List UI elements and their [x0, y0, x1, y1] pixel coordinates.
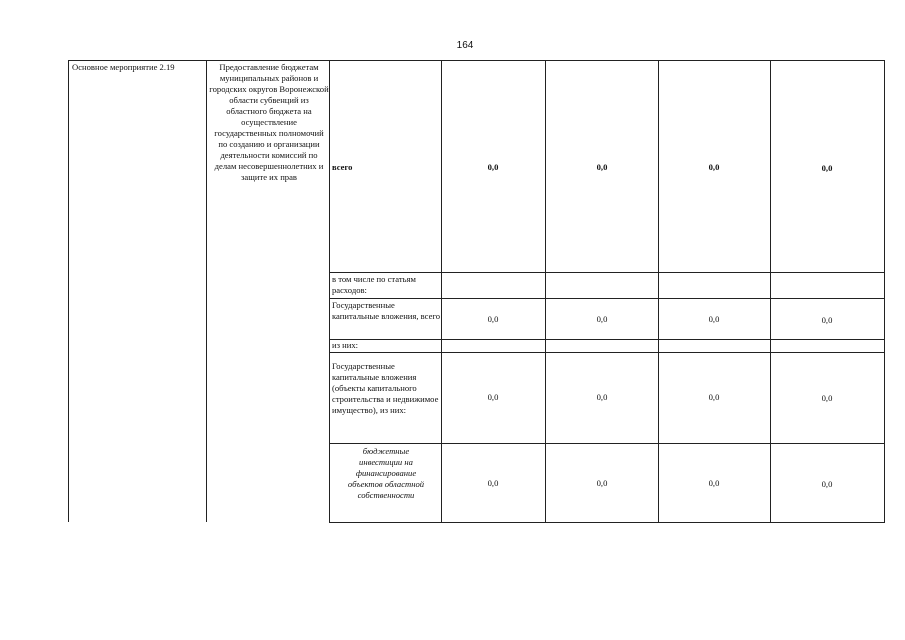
column-divider	[206, 60, 207, 522]
value-cell: 0,0	[487, 162, 499, 172]
value-cell: 0,0	[708, 162, 720, 172]
value-cell: 0,0	[708, 478, 720, 488]
value-cell: 0,0	[821, 393, 833, 403]
value-cell: 0,0	[596, 478, 608, 488]
row-label: бюджетные инвестиции на финансирование объектов областной собственности	[347, 446, 425, 500]
value-cell: 0,0	[708, 392, 720, 402]
table-border-top	[68, 60, 885, 61]
value-cell: 0,0	[708, 314, 720, 324]
page-number: 164	[456, 40, 474, 51]
column-divider	[770, 60, 771, 522]
column-divider	[329, 60, 330, 522]
value-cell: 0,0	[487, 392, 499, 402]
row-divider	[329, 298, 885, 299]
value-cell: 0,0	[821, 163, 833, 173]
value-cell: 0,0	[487, 314, 499, 324]
row-label: всего	[332, 162, 353, 172]
value-cell: 0,0	[596, 392, 608, 402]
event-description: Предоставление бюджетам муниципальных районов и городских округов Воронежской области субвенций из областного бюджета на осуществление государственных полномочий по созданию и организации деятельности комиссий по делам несовершеннолетних и защите их прав	[209, 62, 329, 182]
row-label: в том числе по статьям расходов:	[332, 274, 416, 295]
row-label: из них:	[332, 340, 359, 350]
row-divider	[329, 352, 885, 353]
table-border-right	[884, 60, 885, 522]
row-divider	[329, 272, 885, 273]
value-cell: 0,0	[487, 478, 499, 488]
value-cell: 0,0	[596, 162, 608, 172]
column-divider	[545, 60, 546, 522]
event-code: Основное мероприятие 2.19	[72, 62, 175, 72]
column-divider	[658, 60, 659, 522]
row-divider	[329, 443, 885, 444]
table-border-left	[68, 60, 69, 522]
row-label: Государственные капитальные вложения (объекты капитального строительства и недвижимое имущество), из них:	[332, 361, 439, 415]
value-cell: 0,0	[821, 315, 833, 325]
column-divider	[441, 60, 442, 522]
table-border-bottom	[329, 522, 885, 523]
row-label: Государственные капитальные вложения, всего	[332, 300, 440, 321]
value-cell: 0,0	[821, 479, 833, 489]
value-cell: 0,0	[596, 314, 608, 324]
